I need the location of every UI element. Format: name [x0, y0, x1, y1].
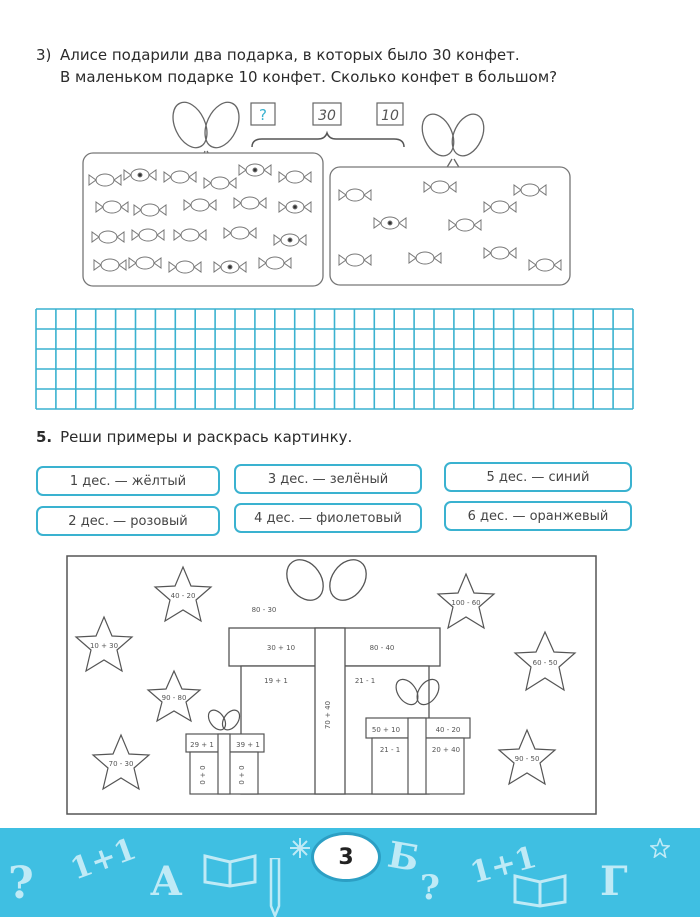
- small-box-bow-icon: [416, 109, 490, 169]
- task3-number: 3): [36, 46, 52, 64]
- svg-text:10 + 30: 10 + 30: [89, 642, 119, 650]
- svg-text:90 - 50: 90 - 50: [514, 755, 540, 763]
- svg-text:10: 10: [381, 108, 399, 124]
- footer-doodle: Г: [600, 858, 628, 905]
- svg-text:20 + 40: 20 + 40: [431, 746, 461, 754]
- svg-text:40 - 20: 40 - 20: [435, 726, 461, 734]
- answer-box-total: [313, 103, 341, 125]
- task3-line2: В маленьком подарке 10 конфет. Сколько конфет в большом?: [60, 68, 558, 86]
- svg-text:70 - 30: 70 - 30: [108, 760, 134, 768]
- task5-instruction: Реши примеры и раскрась картинку.: [60, 428, 353, 446]
- snowflake-icon: [290, 838, 310, 858]
- footer-doodle: 1+1: [466, 839, 541, 892]
- total-brace: [252, 133, 404, 147]
- star-icon: [650, 838, 670, 858]
- svg-text:29 + 1: 29 + 1: [190, 741, 214, 749]
- svg-text:0 + 0: 0 + 0: [238, 765, 246, 785]
- svg-text:70 + 40: 70 + 40: [324, 700, 332, 730]
- svg-text:30: 30: [318, 108, 336, 124]
- svg-text:21 - 1: 21 - 1: [379, 746, 401, 754]
- svg-text:80 - 40: 80 - 40: [369, 644, 395, 652]
- legend-item-6: 6 дес. — оранжевый: [444, 501, 632, 531]
- svg-text:50 + 10: 50 + 10: [371, 726, 401, 734]
- answer-box-question[interactable]: [251, 103, 275, 125]
- pencil-icon: [265, 858, 285, 917]
- legend-item-2: 2 дес. — розовый: [36, 506, 220, 536]
- svg-text:80 - 30: 80 - 30: [251, 606, 277, 614]
- legend-item-5: 5 дес. — синий: [444, 462, 632, 492]
- footer-doodle: А: [150, 858, 183, 905]
- page-number: 3: [311, 832, 381, 882]
- legend-item-1: 1 дес. — жёлтый: [36, 466, 220, 496]
- legend-item-3: 3 дес. — зелёный: [234, 464, 422, 494]
- task5-number: 5.: [36, 428, 53, 446]
- svg-text:40 - 20: 40 - 20: [170, 592, 196, 600]
- svg-text:90 - 80: 90 - 80: [161, 694, 187, 702]
- svg-text:100 - 60: 100 - 60: [451, 599, 481, 607]
- svg-text:21 - 1: 21 - 1: [354, 677, 376, 685]
- footer-doodle: ?: [8, 858, 34, 909]
- svg-text:30 + 10: 30 + 10: [266, 644, 296, 652]
- legend-item-4: 4 дес. — фиолетовый: [234, 503, 422, 533]
- book-icon: [200, 848, 260, 888]
- svg-text:19 + 1: 19 + 1: [264, 677, 288, 685]
- task3-text: [36, 44, 646, 88]
- coloring-picture[interactable]: [0, 550, 700, 820]
- task3-line1: Алисе подарили два подарка, в которых было 30 конфет.: [60, 46, 520, 64]
- answer-box-small: [377, 103, 403, 125]
- svg-text:0 + 0: 0 + 0: [199, 765, 207, 785]
- answer-grid[interactable]: [0, 305, 700, 415]
- footer-doodle: ?: [420, 868, 440, 908]
- footer-doodle: 1+1: [66, 831, 141, 888]
- task5-text: [36, 428, 352, 446]
- svg-text:39 + 1: 39 + 1: [236, 741, 260, 749]
- svg-text:60 - 50: 60 - 50: [532, 659, 558, 667]
- svg-text:?: ?: [259, 106, 267, 124]
- footer-doodle: Б: [384, 833, 423, 881]
- book-icon: [510, 868, 570, 908]
